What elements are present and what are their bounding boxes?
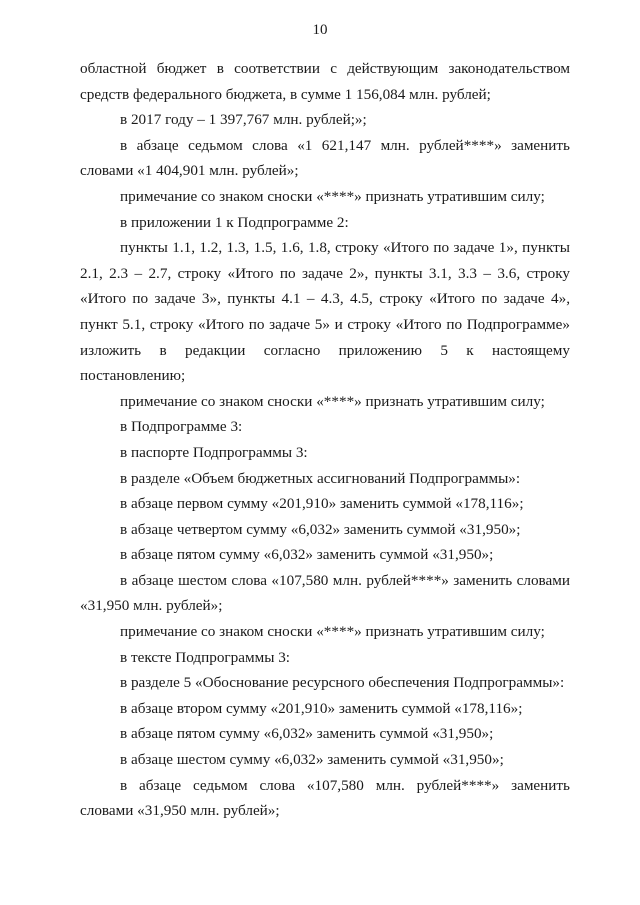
paragraph: в приложении 1 к Подпрограмме 2: — [120, 213, 349, 231]
paragraph: в абзаце шестом слова «107,580 млн. рублей****» заменить словами «31,950 млн. рублей»; — [80, 571, 570, 615]
paragraph: примечание со знаком сноски «****» признать утратившим силу; — [120, 623, 545, 641]
paragraph: примечание со знаком сноски «****» признать утратившим силу; — [120, 392, 545, 410]
paragraph: в разделе 5 «Обоснование ресурсного обеспечения Подпрограммы»: — [120, 674, 565, 692]
paragraph: в тексте Подпрограммы 3: — [120, 648, 291, 666]
paragraph: в Подпрограмме 3: — [120, 418, 243, 436]
paragraph: в абзаце пятом сумму «6,032» заменить суммой «31,950»; — [120, 546, 494, 564]
paragraph: в разделе «Объем бюджетных ассигнований Подпрограммы»: — [120, 469, 521, 487]
paragraph: в абзаце пятом сумму «6,032» заменить суммой «31,950»; — [120, 725, 494, 743]
paragraph: примечание со знаком сноски «****» признать утратившим силу; — [120, 187, 545, 205]
paragraph: пункты 1.1, 1.2, 1.3, 1.5, 1.6, 1.8, строку «Итого по задаче 1», пункты 2.1, 2.3 – 2.7, строку «Итого по задаче 2», пункты 3.1, 3.3 – 3.6, строку «Итого по задаче 3», пункты 4.1 – 4.3, 4.5, строку «Итого по задаче 4», пункт 5.1, строку «Итого по задаче 5» и строку «Итого по Подпрограмме» изложить в редакции согласно приложению 5 к настоящему постановлению; — [80, 239, 570, 385]
paragraph: областной бюджет в соответствии с действующим законодательством средств федерального бюджета, в сумме 1 156,084 млн. рублей; — [80, 60, 570, 103]
paragraph: в абзаце втором сумму «201,910» заменить суммой «178,116»; — [120, 699, 523, 717]
paragraph: в абзаце первом сумму «201,910» заменить суммой «178,116»; — [120, 495, 524, 513]
page-number: 10 — [312, 22, 328, 38]
document-body — [80, 56, 570, 824]
paragraph: в паспорте Подпрограммы 3: — [120, 443, 308, 461]
paragraph: в абзаце седьмом слова «1 621,147 млн. рублей****» заменить словами «1 404,901 млн. рублей»; — [80, 136, 570, 180]
paragraph: в абзаце шестом сумму «6,032» заменить суммой «31,950»; — [120, 751, 504, 769]
paragraph: в абзаце седьмом слова «107,580 млн. рублей****» заменить словами «31,950 млн. рублей»; — [80, 776, 570, 820]
paragraph: в абзаце четвертом сумму «6,032» заменить суммой «31,950»; — [120, 520, 521, 538]
paragraph: в 2017 году – 1 397,767 млн. рублей;»; — [120, 111, 367, 129]
